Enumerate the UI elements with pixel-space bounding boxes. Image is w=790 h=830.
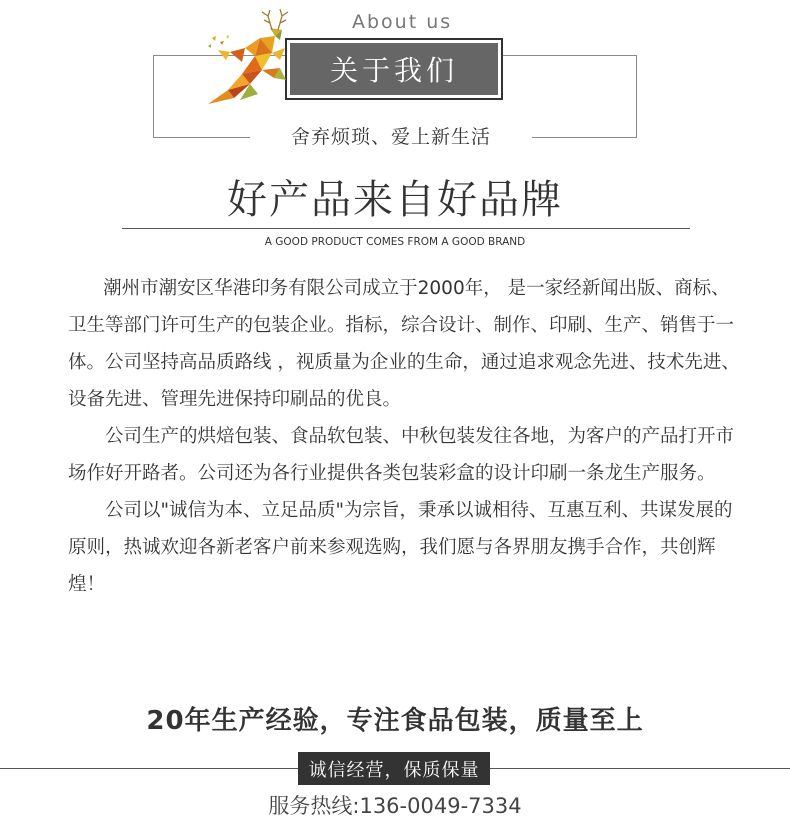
frame-divider-right <box>531 137 637 138</box>
headline-title: 好产品来自好品牌 <box>227 177 563 223</box>
frame-divider-left <box>153 137 251 138</box>
intro-paragraph: 潮州市潮安区华港印务有限公司成立于2000年， 是一家经新闻出版、商标、卫生等部门许可生产的包装企业。指标，综合设计、制作、印刷、生产、销售于一体。公司坚持高品质路线 ，视质量为企业的生命，通过追求观念先进、技术先进、设备先进、管理先进保持印刷品的优良。 <box>68 278 740 410</box>
integrity-badge: 诚信经营，保质保量 <box>298 752 490 785</box>
service-hotline: 服务热线:136-0049-7334 <box>268 794 522 818</box>
intro-paragraph: 公司以"诚信为本、立足品质"为宗旨，秉承以诚相待、互惠互利、共谋发展的原则，热诚欢迎各新老客户前来参观选购，我们愿与各界朋友携手合作，共创辉煌！ <box>68 500 733 595</box>
company-intro <box>68 270 748 603</box>
about-us-subtitle: About us <box>352 11 453 33</box>
headline-divider <box>122 228 690 229</box>
leaping-deer-icon <box>200 8 300 108</box>
headline-subtitle: A GOOD PRODUCT COMES FROM A GOOD BRAND <box>264 236 526 248</box>
intro-paragraph: 公司生产的烘焙包装、食品软包装、中秋包装发往各地，为客户的产品打开市场作好开路者。公司还为各行业提供各类包装彩盒的设计印刷一条龙生产服务。 <box>68 426 735 484</box>
slogan: 舍弃烦琐、爱上新生活 <box>250 122 532 149</box>
section-title: 关于我们 <box>290 43 498 95</box>
experience-tagline: 20年生产经验，专注食品包装，质量至上 <box>146 706 644 736</box>
